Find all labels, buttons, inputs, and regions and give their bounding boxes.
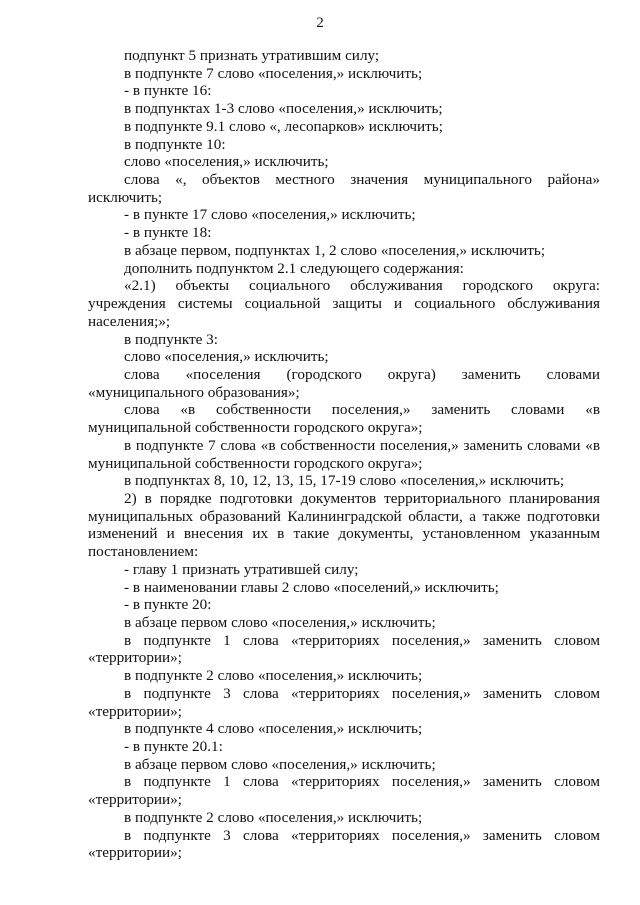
paragraph: слово «поселения,» исключить; [124,153,329,171]
paragraph: дополнить подпунктом 2.1 следующего содержания: [124,259,464,277]
paragraph: - в пункте 18: [124,224,212,242]
paragraph: в подпунктах 1-3 слово «поселения,» исключить; [124,100,443,118]
paragraph: - главу 1 признать утратившей силу; [124,560,359,578]
paragraph: - в пункте 20.1: [124,738,223,756]
paragraph: в подпункте 2 слово «поселения,» исключить; [124,808,423,826]
paragraph: - в пункте 16: [124,82,212,100]
paragraph: в подпункте 3 слова «территориях поселения,» заменить словом «территории»; [88,684,600,720]
paragraph: в подпункте 9.1 слово «, лесопарков» исключить; [124,117,443,135]
paragraph: в подпункте 3: [124,330,218,348]
paragraph: в подпункте 7 слово «поселения,» исключить; [124,64,423,82]
paragraph: - в пункте 20: [124,596,212,614]
paragraph: в подпункте 10: [124,135,226,153]
paragraph: в подпунктах 8, 10, 12, 13, 15, 17-19 слово «поселения,» исключить; [124,472,565,490]
paragraph: 2) в порядке подготовки документов территориального планирования муниципальных образований Калининградской области, а также подготовки изменений и внесения их в такие документы, установленном указанным постановлением: [88,489,600,561]
paragraph: - в пункте 17 слово «поселения,» исключить; [124,206,416,224]
paragraph: в подпункте 1 слова «территориях поселения,» заменить словом «территории»; [88,631,600,667]
paragraph: в абзаце первом слово «поселения,» исключить; [124,755,436,773]
paragraph: в подпункте 1 слова «территориях поселения,» заменить словом «территории»; [88,773,600,809]
document-body [88,47,600,862]
paragraph: слова «поселения (городского округа) заменить словами «муниципального образования»; [88,365,600,401]
paragraph: в абзаце первом, подпунктах 1, 2 слово «поселения,» исключить; [124,241,546,259]
paragraph: слова «в собственности поселения,» заменить словами «в муниципальной собственности городского округа»; [88,401,600,437]
paragraph: в подпункте 4 слово «поселения,» исключить; [124,720,423,738]
paragraph: подпункт 5 признать утратившим силу; [124,47,380,64]
paragraph: в абзаце первом слово «поселения,» исключить; [124,614,436,631]
paragraph: в подпункте 7 слова «в собственности поселения,» заменить словами «в муниципальной собственности городского округа»; [88,436,600,472]
paragraph: в подпункте 3 слова «территориях поселения,» заменить словом «территории»; [88,826,600,862]
paragraph: в подпункте 2 слово «поселения,» исключить; [124,667,423,685]
paragraph: «2.1) объекты социального обслуживания городского округа: учреждения системы социальной защиты и социального обслуживания населения;»; [88,277,600,330]
paragraph: - в наименовании главы 2 слово «поселений,» исключить; [124,578,499,596]
page-number: 2 [316,15,324,31]
paragraph: слова «, объектов местного значения муниципального района» исключить; [88,171,600,206]
paragraph: слово «поселения,» исключить; [124,348,329,366]
